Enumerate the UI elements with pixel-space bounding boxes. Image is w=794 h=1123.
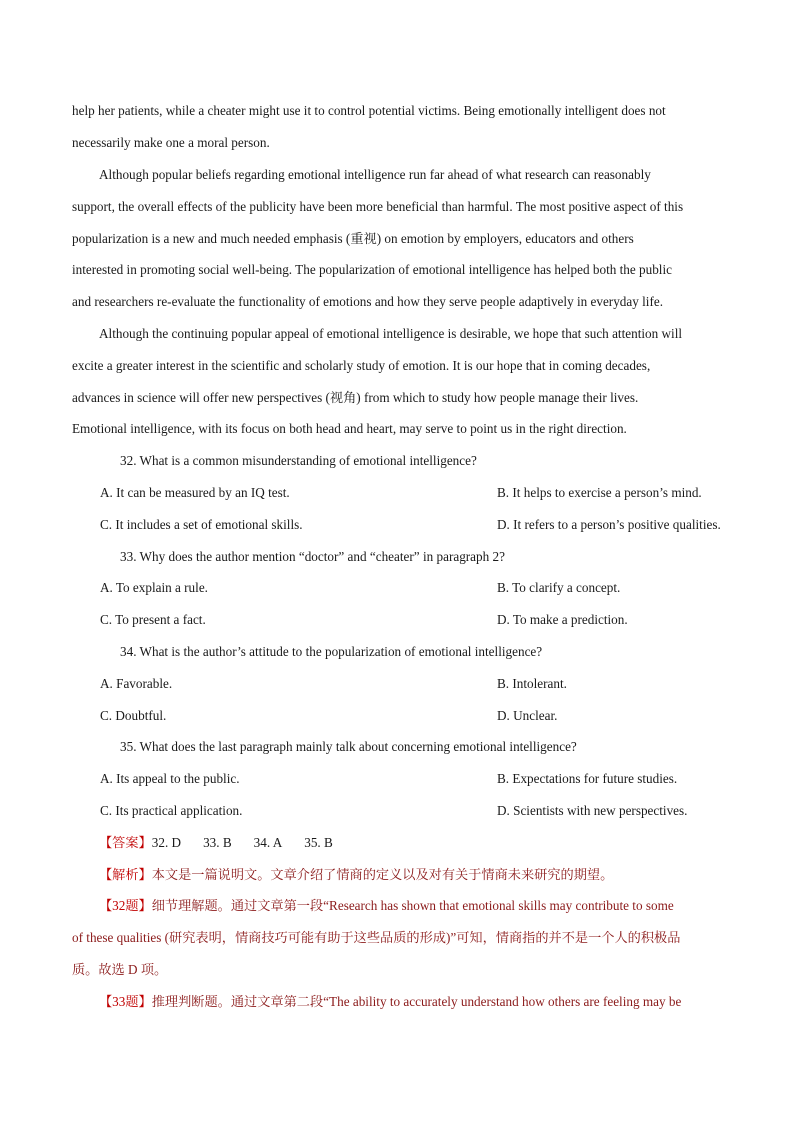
analysis xyxy=(99,866,724,884)
paragraph-3-line-3: advances in science will offer new perspectives (视角) from which to study how people manage their lives. xyxy=(72,390,639,405)
question-35-option-b: B. Expectations for future studies. xyxy=(497,771,678,786)
paragraph-3-line-2: excite a greater interest in the scientific and scholarly study of emotion. It is our hope that in coming decades, xyxy=(72,358,651,373)
paragraph-2-line-4: interested in promoting social well-being. The popularization of emotional intelligence has helped both the public xyxy=(72,262,672,277)
question-35-option-a: A. Its appeal to the public. xyxy=(100,771,240,786)
answer-32: 32. D xyxy=(151,835,182,850)
question-33-option-d: D. To make a prediction. xyxy=(497,612,628,627)
question-35-options-row-2 xyxy=(100,802,724,820)
answer-35: 35. B xyxy=(304,835,333,850)
paragraph-2-line-3: popularization is a new and much needed emphasis (重视) on emotion by employers, educators and others xyxy=(72,231,634,246)
q32-explanation-line-3: 质。故选 D 项。 xyxy=(72,962,168,977)
q33-explanation-line-1 xyxy=(99,993,724,1011)
question-32-options-row-1 xyxy=(100,484,724,502)
question-32-option-d: D. It refers to a person’s positive qualities. xyxy=(497,517,721,532)
q32-explanation-line-2: of these qualities (研究表明，情商技巧可能有助于这些品质的形成)”可知，情商指的并不是一个人的积极品 xyxy=(72,930,681,945)
answer-33: 33. B xyxy=(203,835,232,850)
question-34-option-a: A. Favorable. xyxy=(100,676,173,691)
paragraph-2-line-5: and researchers re-evaluate the functionality of emotions and how they serve people adaptively in everyday life. xyxy=(72,294,664,309)
q32-tag: 【32题】 xyxy=(99,898,152,913)
question-32-option-b: B. It helps to exercise a person’s mind. xyxy=(497,485,702,500)
analysis-tag: 【解析】 xyxy=(99,867,152,882)
answer-34: 34. A xyxy=(253,835,283,850)
paragraph-1-line-2: necessarily make one a moral person. xyxy=(72,135,270,150)
question-35-option-c: C. Its practical application. xyxy=(100,803,243,818)
paragraph-3-line-4: Emotional intelligence, with its focus on both head and heart, may serve to point us in the right direction. xyxy=(72,421,627,436)
question-33-options-row-1 xyxy=(100,579,724,597)
paragraph-2-line-1: Although popular beliefs regarding emotional intelligence run far ahead of what research can reasonably xyxy=(99,167,651,182)
question-32-option-a: A. It can be measured by an IQ test. xyxy=(100,485,290,500)
question-33-option-b: B. To clarify a concept. xyxy=(497,580,621,595)
question-33-option-c: C. To present a fact. xyxy=(100,612,206,627)
question-34-option-b: B. Intolerant. xyxy=(497,676,567,691)
question-34-option-c: C. Doubtful. xyxy=(100,708,167,723)
q33-tag: 【33题】 xyxy=(99,994,152,1009)
question-32-stem: 32. What is a common misunderstanding of emotional intelligence? xyxy=(120,453,477,468)
question-32-option-c: C. It includes a set of emotional skills. xyxy=(100,517,303,532)
question-34-stem: 34. What is the author’s attitude to the popularization of emotional intelligence? xyxy=(120,644,543,659)
question-33-stem: 33. Why does the author mention “doctor” and “cheater” in paragraph 2? xyxy=(120,549,505,564)
q32-text-1: 细节理解题。通过文章第一段“Research has shown that emotional skills may contribute to some xyxy=(151,898,674,913)
answer-key xyxy=(99,834,724,852)
paragraph-2-line-2: support, the overall effects of the publicity have been more beneficial than harmful. The most positive aspect of this xyxy=(72,199,684,214)
question-34-options-row-2 xyxy=(100,707,724,725)
paragraph-1-line-1: help her patients, while a cheater might use it to control potential victims. Being emotionally intelligent does not xyxy=(72,103,666,118)
question-33-options-row-2 xyxy=(100,611,724,629)
question-35-option-d: D. Scientists with new perspectives. xyxy=(497,803,688,818)
paragraph-3-line-1: Although the continuing popular appeal of emotional intelligence is desirable, we hope that such attention will xyxy=(99,326,683,341)
question-35-options-row-1 xyxy=(100,770,724,788)
question-34-options-row-1 xyxy=(100,675,724,693)
question-33-option-a: A. To explain a rule. xyxy=(100,580,208,595)
question-34-option-d: D. Unclear. xyxy=(497,708,558,723)
analysis-text: 本文是一篇说明文。文章介绍了情商的定义以及对有关于情商未来研究的期望。 xyxy=(151,867,614,882)
question-35-stem: 35. What does the last paragraph mainly talk about concerning emotional intelligence? xyxy=(120,739,577,754)
question-32-options-row-2 xyxy=(100,516,724,534)
answer-tag: 【答案】 xyxy=(99,835,152,850)
q33-text-1: 推理判断题。通过文章第二段“The ability to accurately understand how others are feeling may be xyxy=(151,994,682,1009)
q32-explanation-line-1 xyxy=(99,897,724,915)
